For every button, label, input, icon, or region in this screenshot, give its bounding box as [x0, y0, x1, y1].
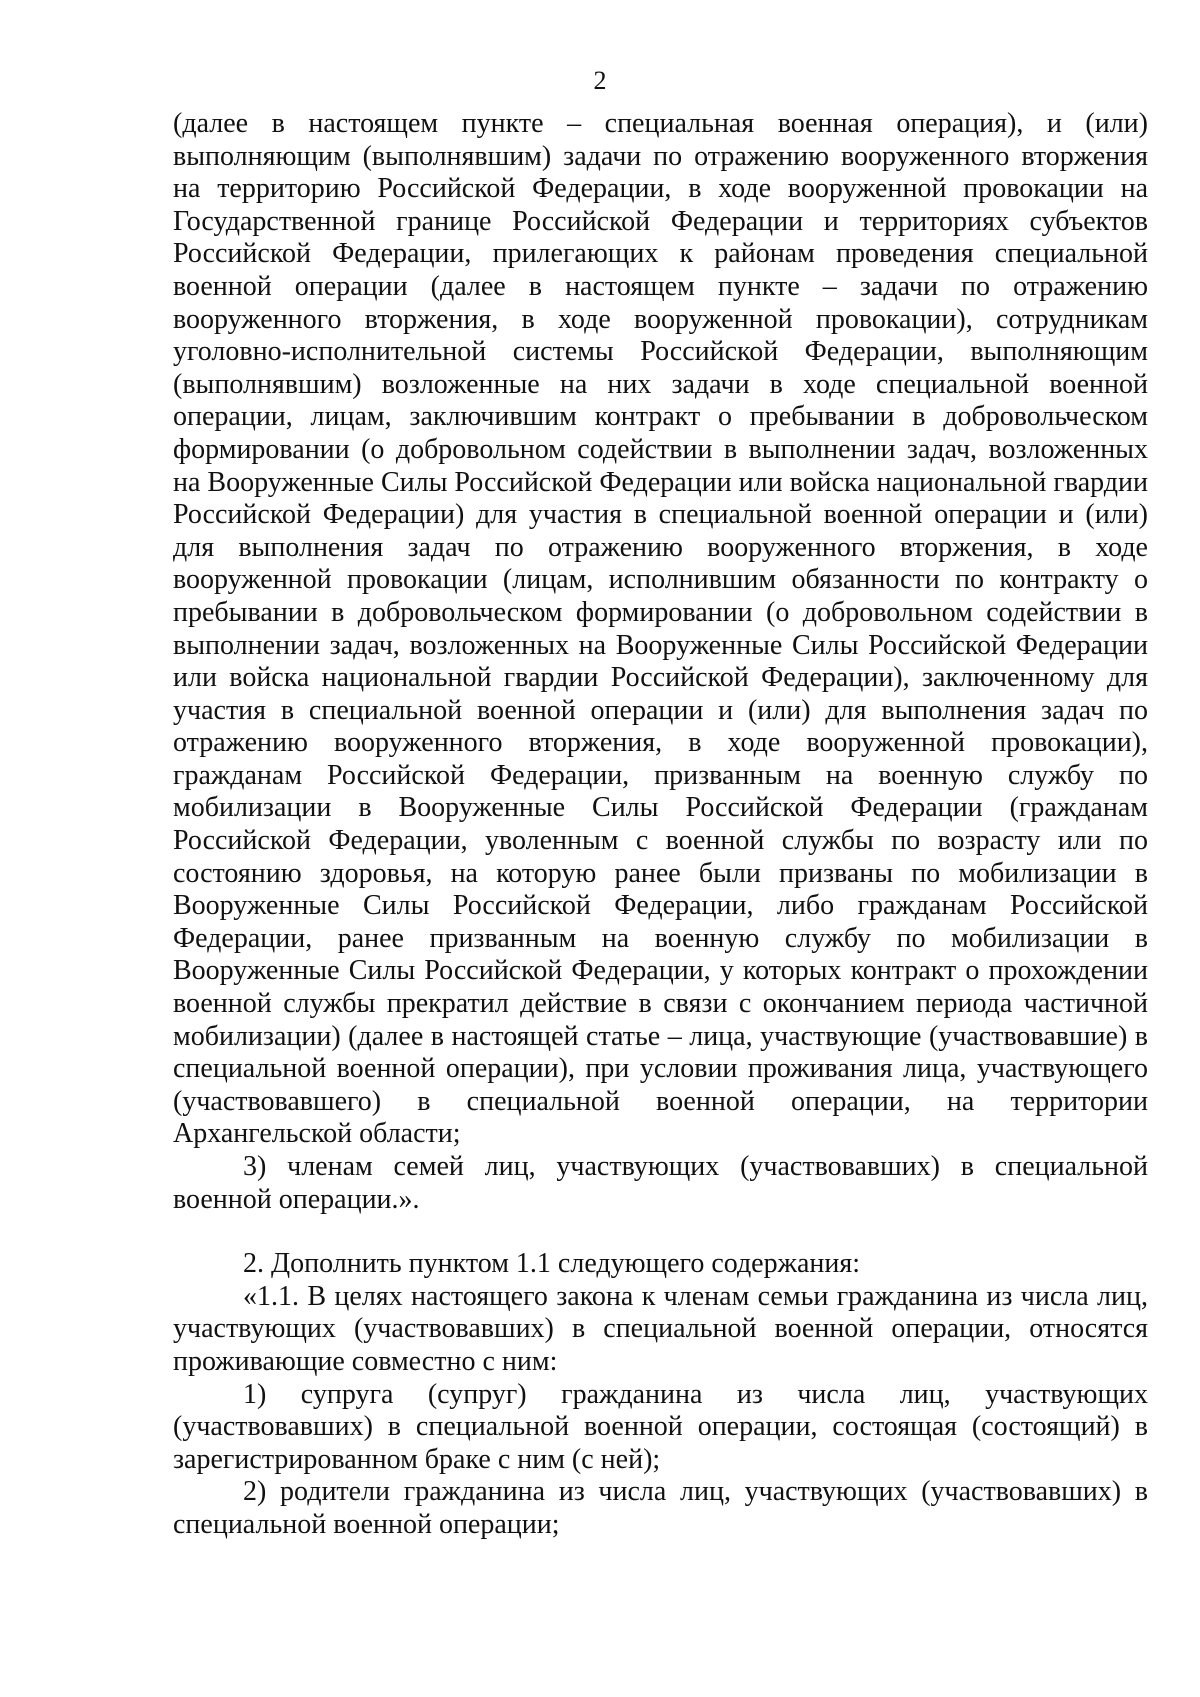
page-number: 2 [593, 66, 607, 95]
document-body [173, 108, 1148, 1542]
paragraph-clause-1-1: «1.1. В целях настоящего закона к членам семьи гражданина из числа лиц, участвующих (участвовавших) в специальной военной операции, относятся проживающие совместно с ним: [173, 1280, 1148, 1377]
paragraph-subitem-1: 1) супруга (супруг) гражданина из числа лиц, участвующих (участвовавших) в специальной военной операции, состоящая (состоящий) в зарегистрированном браке с ним (с ней); [173, 1378, 1148, 1475]
paragraph-amendment-2: 2. Дополнить пунктом 1.1 следующего содержания: [243, 1248, 861, 1280]
paragraph-spacer [173, 1216, 1148, 1248]
paragraph-subitem-2: 2) родители гражданина из числа лиц, участвующих (участвовавших) в специальной военной операции; [173, 1476, 1148, 1540]
paragraph-continuation: (далее в настоящем пункте – специальная военная операция), и (или) выполняющим (выполнявшим) задачи по отражению вооруженного вторжения на территорию Российской Федерации, в ходе вооруженной провокации на Государственной границе Российской Федерации и территориях субъектов Российской Федерации, прилегающих к районам проведения специальной военной операции (далее в настоящем пункте – задачи по отражению вооруженного вторжения, в ходе вооруженной провокации), сотрудникам уголовно-исполнительной системы Российской Федерации, выполняющим (выполнявшим) возложенные на них задачи в ходе специальной военной операции, лицам, заключившим контракт о пребывании в добровольческом формировании (о добровольном содействии в выполнении задач, возложенных на Вооруженные Силы Российской Федерации или войска национальной гвардии Российской Федерации) для участия в специальной военной операции и (или) для выполнения задач по отражению вооруженного вторжения, в ходе вооруженной провокации (лицам, исполнившим обязанности по контракту о пребывании в добровольческом формировании (о добровольном содействии в выполнении задач, возложенных на Вооруженные Силы Российской Федерации или войска национальной гвардии Российской Федерации), заключенному для участия в специальной военной операции и (или) для выполнения задач по отражению вооруженного вторжения, в ходе вооруженной провокации), гражданам Российской Федерации, призванным на военную службу по мобилизации в Вооруженные Силы Российской Федерации (гражданам Российской Федерации, уволенным с военной службы по возрасту или по состоянию здоровья, на которую ранее были призваны по мобилизации в Вооруженные Силы Российской Федерации, либо гражданам Российской Федерации, ранее призванным на военную службу по мобилизации в Вооруженные Силы Российской Федерации, у которых контракт о прохождении военной службы прекратил действие в связи с окончанием периода частичной мобилизации) (далее в настоящей статье – лица, участвующие (участвовавшие) в специальной военной операции), при условии проживания лица, участвующего (участвовавшего) в специальной военной операции, на территории Архангельской области; [173, 108, 1148, 1150]
paragraph-item-3: 3) членам семей лиц, участвующих (участвовавших) в специальной военной операции.». [173, 1151, 1148, 1215]
